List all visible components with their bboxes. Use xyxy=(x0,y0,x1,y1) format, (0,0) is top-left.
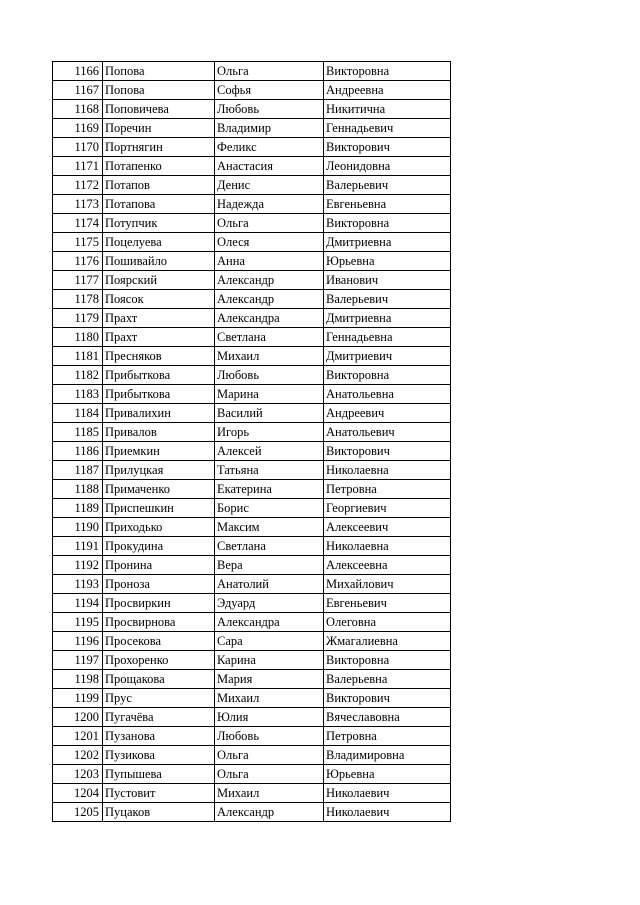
first-name: Карина xyxy=(215,651,324,670)
table-row xyxy=(53,784,451,803)
middle-name: Викторовна xyxy=(324,214,451,233)
row-number: 1179 xyxy=(53,309,103,328)
middle-name: Михайлович xyxy=(324,575,451,594)
first-name: Надежда xyxy=(215,195,324,214)
last-name: Потапенко xyxy=(103,157,215,176)
table-row xyxy=(53,157,451,176)
last-name: Пузикова xyxy=(103,746,215,765)
middle-name: Иванович xyxy=(324,271,451,290)
first-name: Алексей xyxy=(215,442,324,461)
last-name: Прощакова xyxy=(103,670,215,689)
last-name: Пресняков xyxy=(103,347,215,366)
row-number: 1178 xyxy=(53,290,103,309)
row-number: 1195 xyxy=(53,613,103,632)
row-number: 1170 xyxy=(53,138,103,157)
middle-name: Жмагалиевна xyxy=(324,632,451,651)
row-number: 1173 xyxy=(53,195,103,214)
middle-name: Юрьевна xyxy=(324,765,451,784)
row-number: 1205 xyxy=(53,803,103,822)
row-number: 1176 xyxy=(53,252,103,271)
middle-name: Анатольевич xyxy=(324,423,451,442)
table-row xyxy=(53,556,451,575)
row-number: 1184 xyxy=(53,404,103,423)
middle-name: Петровна xyxy=(324,480,451,499)
first-name: Игорь xyxy=(215,423,324,442)
last-name: Просекова xyxy=(103,632,215,651)
row-number: 1199 xyxy=(53,689,103,708)
row-number: 1180 xyxy=(53,328,103,347)
row-number: 1196 xyxy=(53,632,103,651)
table-row xyxy=(53,499,451,518)
middle-name: Георгиевич xyxy=(324,499,451,518)
middle-name: Андреевич xyxy=(324,404,451,423)
last-name: Попова xyxy=(103,81,215,100)
row-number: 1200 xyxy=(53,708,103,727)
row-number: 1168 xyxy=(53,100,103,119)
first-name: Михаил xyxy=(215,347,324,366)
roster-body xyxy=(53,62,451,822)
middle-name: Алексеевна xyxy=(324,556,451,575)
last-name: Прилуцкая xyxy=(103,461,215,480)
table-row xyxy=(53,480,451,499)
middle-name: Андреевна xyxy=(324,81,451,100)
middle-name: Валерьевна xyxy=(324,670,451,689)
table-row xyxy=(53,309,451,328)
table-row xyxy=(53,81,451,100)
middle-name: Олеговна xyxy=(324,613,451,632)
table-row xyxy=(53,347,451,366)
middle-name: Алексеевич xyxy=(324,518,451,537)
table-row xyxy=(53,613,451,632)
middle-name: Дмитриевич xyxy=(324,347,451,366)
first-name: Татьяна xyxy=(215,461,324,480)
first-name: Сара xyxy=(215,632,324,651)
middle-name: Николаевич xyxy=(324,784,451,803)
table-row xyxy=(53,537,451,556)
table-row xyxy=(53,765,451,784)
last-name: Потупчик xyxy=(103,214,215,233)
middle-name: Николаевна xyxy=(324,461,451,480)
last-name: Прокудина xyxy=(103,537,215,556)
row-number: 1193 xyxy=(53,575,103,594)
last-name: Пошивайло xyxy=(103,252,215,271)
table-row xyxy=(53,708,451,727)
last-name: Пустовит xyxy=(103,784,215,803)
row-number: 1175 xyxy=(53,233,103,252)
table-row xyxy=(53,575,451,594)
row-number: 1204 xyxy=(53,784,103,803)
middle-name: Вячеславовна xyxy=(324,708,451,727)
roster-table xyxy=(52,61,451,822)
first-name: Василий xyxy=(215,404,324,423)
first-name: Любовь xyxy=(215,100,324,119)
first-name: Михаил xyxy=(215,689,324,708)
first-name: Ольга xyxy=(215,214,324,233)
last-name: Приспешкин xyxy=(103,499,215,518)
row-number: 1188 xyxy=(53,480,103,499)
table-row xyxy=(53,233,451,252)
last-name: Прус xyxy=(103,689,215,708)
table-row xyxy=(53,138,451,157)
table-row xyxy=(53,100,451,119)
first-name: Феликс xyxy=(215,138,324,157)
table-row xyxy=(53,803,451,822)
first-name: Эдуард xyxy=(215,594,324,613)
middle-name: Евгеньевна xyxy=(324,195,451,214)
last-name: Приемкин xyxy=(103,442,215,461)
table-row xyxy=(53,366,451,385)
row-number: 1191 xyxy=(53,537,103,556)
row-number: 1177 xyxy=(53,271,103,290)
row-number: 1181 xyxy=(53,347,103,366)
table-row xyxy=(53,689,451,708)
last-name: Портнягин xyxy=(103,138,215,157)
last-name: Прохоренко xyxy=(103,651,215,670)
first-name: Александра xyxy=(215,309,324,328)
row-number: 1192 xyxy=(53,556,103,575)
first-name: Ольга xyxy=(215,765,324,784)
table-row xyxy=(53,214,451,233)
middle-name: Владимировна xyxy=(324,746,451,765)
table-row xyxy=(53,404,451,423)
first-name: Светлана xyxy=(215,328,324,347)
last-name: Потапов xyxy=(103,176,215,195)
last-name: Приходько xyxy=(103,518,215,537)
last-name: Привалов xyxy=(103,423,215,442)
row-number: 1166 xyxy=(53,62,103,81)
row-number: 1203 xyxy=(53,765,103,784)
first-name: Александр xyxy=(215,290,324,309)
middle-name: Викторовна xyxy=(324,651,451,670)
last-name: Пронина xyxy=(103,556,215,575)
row-number: 1197 xyxy=(53,651,103,670)
table-row xyxy=(53,62,451,81)
middle-name: Геннадьевич xyxy=(324,119,451,138)
middle-name: Анатольевна xyxy=(324,385,451,404)
row-number: 1201 xyxy=(53,727,103,746)
table-row xyxy=(53,195,451,214)
row-number: 1172 xyxy=(53,176,103,195)
last-name: Попова xyxy=(103,62,215,81)
table-row xyxy=(53,252,451,271)
first-name: Марина xyxy=(215,385,324,404)
middle-name: Викторовна xyxy=(324,62,451,81)
last-name: Пупышева xyxy=(103,765,215,784)
last-name: Потапова xyxy=(103,195,215,214)
last-name: Пузанова xyxy=(103,727,215,746)
first-name: Александр xyxy=(215,803,324,822)
row-number: 1183 xyxy=(53,385,103,404)
first-name: Ольга xyxy=(215,746,324,765)
first-name: Вера xyxy=(215,556,324,575)
last-name: Пуцаков xyxy=(103,803,215,822)
row-number: 1189 xyxy=(53,499,103,518)
first-name: Мария xyxy=(215,670,324,689)
last-name: Прибыткова xyxy=(103,366,215,385)
row-number: 1190 xyxy=(53,518,103,537)
last-name: Поповичева xyxy=(103,100,215,119)
row-number: 1169 xyxy=(53,119,103,138)
middle-name: Викторович xyxy=(324,689,451,708)
first-name: Максим xyxy=(215,518,324,537)
first-name: Любовь xyxy=(215,727,324,746)
table-row xyxy=(53,594,451,613)
first-name: Софья xyxy=(215,81,324,100)
last-name: Просвиркин xyxy=(103,594,215,613)
table-row xyxy=(53,328,451,347)
last-name: Просвирнова xyxy=(103,613,215,632)
row-number: 1182 xyxy=(53,366,103,385)
middle-name: Никитична xyxy=(324,100,451,119)
first-name: Анатолий xyxy=(215,575,324,594)
first-name: Александр xyxy=(215,271,324,290)
last-name: Прахт xyxy=(103,309,215,328)
row-number: 1171 xyxy=(53,157,103,176)
table-row xyxy=(53,461,451,480)
first-name: Александра xyxy=(215,613,324,632)
last-name: Пугачёва xyxy=(103,708,215,727)
row-number: 1194 xyxy=(53,594,103,613)
first-name: Анастасия xyxy=(215,157,324,176)
middle-name: Николаевна xyxy=(324,537,451,556)
middle-name: Петровна xyxy=(324,727,451,746)
table-row xyxy=(53,442,451,461)
last-name: Поцелуева xyxy=(103,233,215,252)
middle-name: Николаевич xyxy=(324,803,451,822)
row-number: 1174 xyxy=(53,214,103,233)
table-row xyxy=(53,670,451,689)
first-name: Светлана xyxy=(215,537,324,556)
table-row xyxy=(53,518,451,537)
middle-name: Геннадьевна xyxy=(324,328,451,347)
last-name: Прахт xyxy=(103,328,215,347)
middle-name: Валерьевич xyxy=(324,290,451,309)
row-number: 1187 xyxy=(53,461,103,480)
middle-name: Валерьевич xyxy=(324,176,451,195)
first-name: Юлия xyxy=(215,708,324,727)
table-row xyxy=(53,632,451,651)
middle-name: Евгеньевич xyxy=(324,594,451,613)
middle-name: Викторович xyxy=(324,442,451,461)
row-number: 1167 xyxy=(53,81,103,100)
last-name: Поречин xyxy=(103,119,215,138)
middle-name: Юрьевна xyxy=(324,252,451,271)
last-name: Проноза xyxy=(103,575,215,594)
row-number: 1186 xyxy=(53,442,103,461)
first-name: Олеся xyxy=(215,233,324,252)
middle-name: Леонидовна xyxy=(324,157,451,176)
table-row xyxy=(53,119,451,138)
table-row xyxy=(53,290,451,309)
table-row xyxy=(53,746,451,765)
first-name: Любовь xyxy=(215,366,324,385)
last-name: Поясок xyxy=(103,290,215,309)
middle-name: Викторовна xyxy=(324,366,451,385)
first-name: Анна xyxy=(215,252,324,271)
middle-name: Викторович xyxy=(324,138,451,157)
first-name: Денис xyxy=(215,176,324,195)
first-name: Борис xyxy=(215,499,324,518)
last-name: Поярский xyxy=(103,271,215,290)
last-name: Привалихин xyxy=(103,404,215,423)
middle-name: Дмитриевна xyxy=(324,309,451,328)
first-name: Екатерина xyxy=(215,480,324,499)
table-row xyxy=(53,176,451,195)
table-row xyxy=(53,651,451,670)
first-name: Михаил xyxy=(215,784,324,803)
row-number: 1198 xyxy=(53,670,103,689)
last-name: Примаченко xyxy=(103,480,215,499)
table-row xyxy=(53,271,451,290)
table-row xyxy=(53,423,451,442)
middle-name: Дмитриевна xyxy=(324,233,451,252)
row-number: 1202 xyxy=(53,746,103,765)
row-number: 1185 xyxy=(53,423,103,442)
table-row xyxy=(53,385,451,404)
first-name: Ольга xyxy=(215,62,324,81)
first-name: Владимир xyxy=(215,119,324,138)
last-name: Прибыткова xyxy=(103,385,215,404)
table-row xyxy=(53,727,451,746)
